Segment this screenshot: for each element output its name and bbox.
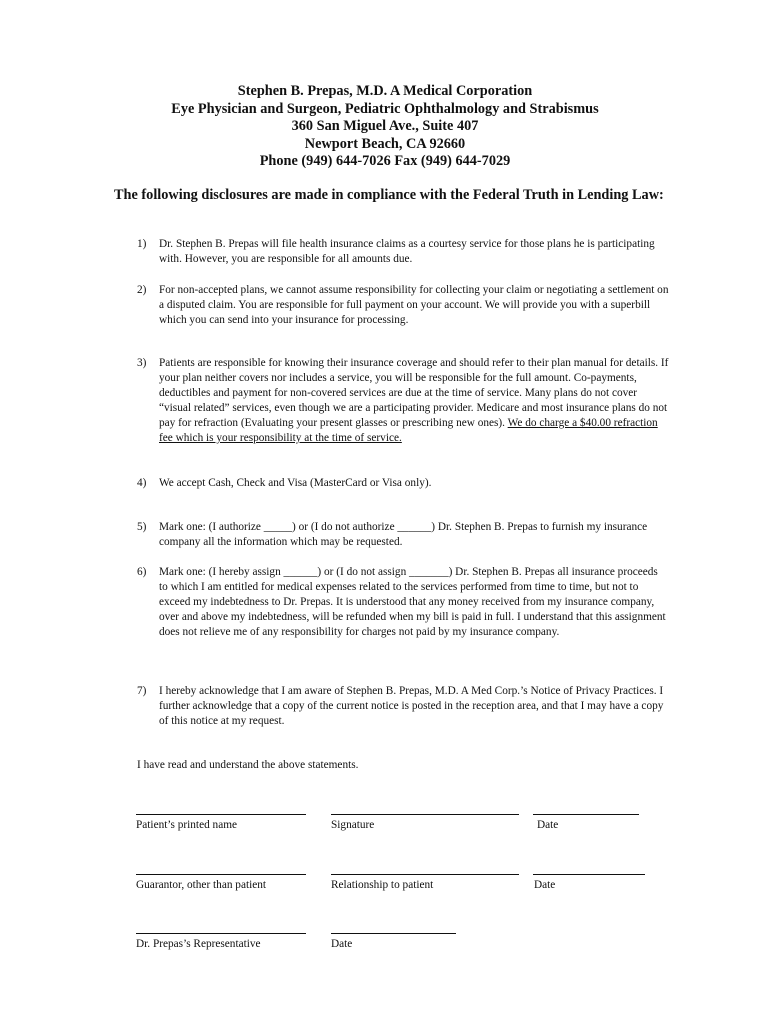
item-number: 3) (137, 357, 147, 369)
item-number: 7) (137, 685, 147, 697)
date-line-1[interactable] (533, 814, 639, 815)
representative-line[interactable] (136, 933, 306, 934)
date-label-2: Date (534, 879, 556, 891)
relationship-line[interactable] (331, 874, 519, 875)
date-label-3: Date (331, 938, 353, 950)
item-text: Dr. Stephen B. Prepas will file health insurance claims as a courtesy service for those plans he is participating with. However, you are responsible for all amounts due. (159, 238, 655, 265)
item-number: 6) (137, 566, 147, 578)
patient-name-label: Patient’s printed name (136, 819, 238, 831)
item-text: We accept Cash, Check and Visa (MasterCard or Visa only). (159, 477, 432, 489)
item-number: 5) (137, 521, 147, 533)
item-number: 1) (137, 238, 147, 250)
item-text (159, 356, 669, 446)
representative-label: Dr. Prepas’s Representative (136, 938, 261, 950)
date-line-3[interactable] (331, 933, 456, 934)
item-number: 4) (137, 477, 147, 489)
date-line-2[interactable] (533, 874, 645, 875)
patient-name-line[interactable] (136, 814, 306, 815)
item-number: 2) (137, 284, 147, 296)
guarantor-label: Guarantor, other than patient (136, 879, 267, 891)
item-text: I hereby acknowledge that I am aware of Stephen B. Prepas, M.D. A Med Corp.’s Notice of Privacy Practices. I further acknowledge that a copy of the current notice is posted in the reception area, and that I may have a copy of this notice at my request. (159, 685, 664, 727)
item-text-plain: Patients are responsible for knowing their insurance coverage and should refer to their plan manual for details. If your plan neither covers nor includes a service, you will be responsible for the full amount. Co-payments, deductibles and payment for non-covered services are due at the time of service. Many plans do not cover “visual related” services, even though we are a participating provider. Medicare and most insurance plans do not pay for refraction (Evaluating your present glasses or prescribing new ones). (159, 357, 669, 429)
date-label-1: Date (537, 819, 559, 831)
item-text: Mark one: (I authorize _____) or (I do not authorize ______) Dr. Stephen B. Prepas to furnish my insurance company all the information which may be requested. (159, 521, 648, 548)
practice-name: Stephen B. Prepas, M.D. A Medical Corporation (237, 83, 533, 99)
disclosure-intro: The following disclosures are made in compliance with the Federal Truth in Lending Law: (114, 187, 664, 203)
item-text: For non-accepted plans, we cannot assume responsibility for collecting your claim or negotiating a settlement on a disputed claim. You are responsible for full payment on your account. We will provide you with a superbill which you can send into your insurance for processing. (159, 284, 669, 326)
acknowledgement-statement: I have read and understand the above statements. (137, 759, 359, 771)
address-street: 360 San Miguel Ave., Suite 407 (291, 118, 479, 135)
phone-fax: Phone (949) 644-7026 Fax (949) 644-7029 (259, 153, 511, 170)
letterhead (0, 83, 770, 171)
guarantor-line[interactable] (136, 874, 306, 875)
signature-label: Signature (331, 819, 375, 831)
item-text: Mark one: (I hereby assign ______) or (I do not assign _______) Dr. Stephen B. Prepas all insurance proceeds to which I am entitled for medical expenses related to the services performed from time to time, but not to exceed my indebtedness to Dr. Prepas. It is understood that any money received from my insurance company, over and above my indebtedness, will be refunded when my bill is paid in full. I understand that this assignment does not relieve me of any responsibility for charges not paid by my insurance company. (159, 566, 666, 638)
signature-line[interactable] (331, 814, 519, 815)
address-city: Newport Beach, CA 92660 (304, 135, 466, 152)
refraction-fee-notice: We do charge a $40.00 refraction fee which is your responsibility at the time of service. (159, 417, 658, 444)
practice-specialty: Eye Physician and Surgeon, Pediatric Ophthalmology and Strabismus (171, 100, 599, 117)
relationship-label: Relationship to patient (331, 879, 434, 891)
